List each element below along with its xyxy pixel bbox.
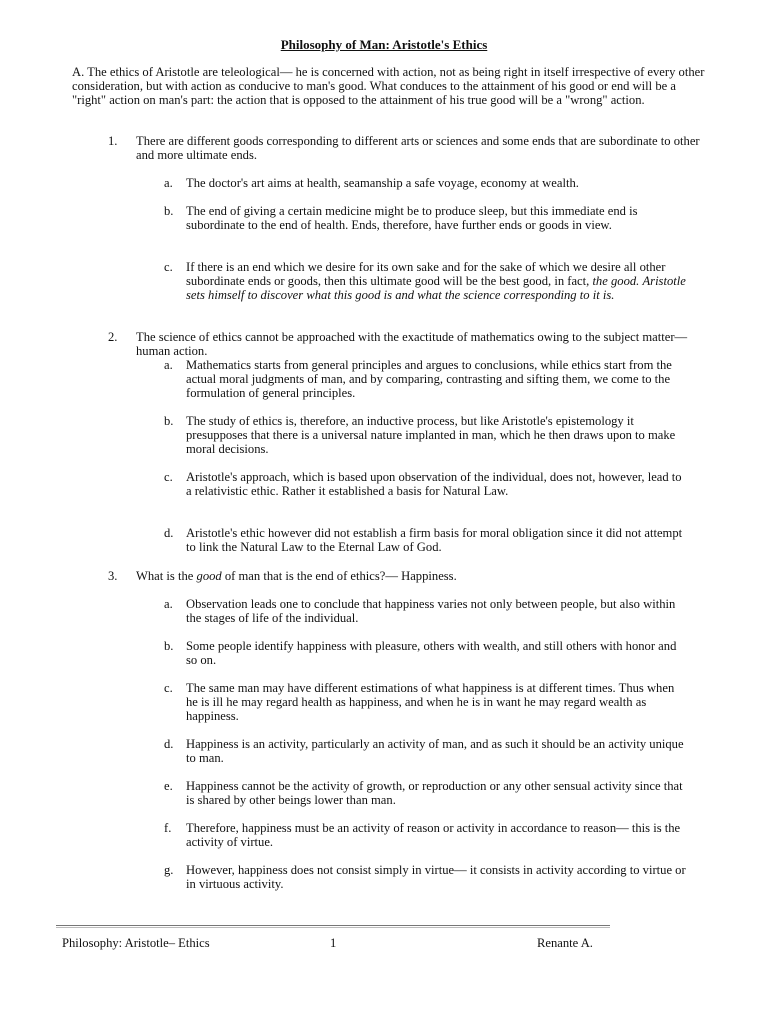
intro-paragraph: A. The ethics of Aristotle are teleological— he is concerned with action, not as being right in itself irrespective of every other consideration, but with action as conducive to man's good. What conduces to the attainment of his good or end will be a "right" action on man's part: the action that is opposed to the attainment of his true good will be a "wrong" action. xyxy=(72,65,705,108)
sub-letter: c. xyxy=(164,260,173,274)
item-text-part: of man that is the end of ethics?— Happiness. xyxy=(221,569,457,583)
sub-text: Mathematics starts from general principles and argues to conclusions, while ethics start from the actual moral judgments of man, and by comparing, contrasting and sifting them, we come to the formulation of general principles. xyxy=(186,358,672,401)
sub-text: Aristotle's approach, which is based upon observation of the individual, does not, however, lead to a relativistic ethic. Rather it established a basis for Natural Law. xyxy=(186,470,682,499)
sub-text-emphasis: Aristotle sets himself to discover what this good is and what the science corresponding to it is. xyxy=(186,274,686,303)
sub-letter: a. xyxy=(164,358,173,372)
sub-text: However, happiness does not consist simply in virtue— it consists in activity according to virtue or in virtuous activity. xyxy=(186,863,686,892)
item-text-part: What is the xyxy=(136,569,197,583)
sub-letter: g. xyxy=(164,863,174,877)
sub-letter: f. xyxy=(164,821,172,835)
sub-letter: c. xyxy=(164,470,173,484)
item-number: 2. xyxy=(108,330,118,344)
sub-letter: a. xyxy=(164,176,173,190)
footer-course: Philosophy: Aristotle– Ethics xyxy=(62,936,210,950)
sub-text xyxy=(186,260,686,303)
sub-letter: d. xyxy=(164,526,174,540)
sub-letter: c. xyxy=(164,681,173,695)
sub-text-part: If there is an end which we desire for its own sake and for the sake of which we desire all other subordinate ends or goods, then this ultimate good will be the best good, in fact, xyxy=(186,260,666,289)
sub-text: Aristotle's ethic however did not establish a firm basis for moral obligation since it did not attempt to link the Natural Law to the Eternal Law of God. xyxy=(186,526,683,555)
item-number: 3. xyxy=(108,569,118,583)
sub-text: The study of ethics is, therefore, an inductive process, but like Aristotle's epistemology it presupposes that there is a universal nature implanted in man, which he then draws upon to make moral decisions. xyxy=(186,414,676,457)
item-text: The science of ethics cannot be approached with the exactitude of mathematics owing to the subject matter— human action. xyxy=(136,330,688,359)
sub-letter: b. xyxy=(164,204,174,218)
sub-text: The doctor's art aims at health, seamanship a safe voyage, economy at wealth. xyxy=(186,176,579,190)
sub-text: Happiness cannot be the activity of growth, or reproduction or any other sensual activity since that is shared by other beings lower than man. xyxy=(186,779,683,808)
sub-text: Some people identify happiness with pleasure, others with wealth, and still others with honor and so on. xyxy=(186,639,677,668)
sub-text: The same man may have different estimations of what happiness is at different times. Thus when he is ill he may regard health as happiness, and when he is in want he may regard wealth as happiness. xyxy=(186,681,675,724)
sub-text: Observation leads one to conclude that happiness varies not only between people, but also within the stages of life of the individual. xyxy=(186,597,676,626)
sub-letter: d. xyxy=(164,737,174,751)
sub-letter: b. xyxy=(164,639,174,653)
footer-divider xyxy=(56,925,610,928)
footer-author: Renante A. xyxy=(537,936,593,950)
sub-letter: a. xyxy=(164,597,173,611)
item-number: 1. xyxy=(108,134,118,148)
sub-letter: e. xyxy=(164,779,173,793)
item-text: There are different goods corresponding to different arts or sciences and some ends that are subordinate to other and more ultimate ends. xyxy=(136,134,700,163)
sub-text: Therefore, happiness must be an activity of reason or activity in accordance to reason— this is the activity of virtue. xyxy=(186,821,681,850)
sub-letter: b. xyxy=(164,414,174,428)
document-title: Philosophy of Man: Aristotle's Ethics xyxy=(280,37,488,52)
sub-text: Happiness is an activity, particularly an activity of man, and as such it should be an activity unique to man. xyxy=(186,737,684,766)
footer-page-number: 1 xyxy=(330,936,337,950)
sub-text-emphasis: the good. xyxy=(592,274,640,289)
sub-text: The end of giving a certain medicine might be to produce sleep, but this immediate end is subordinate to the end of health. Ends, therefore, have further ends or goods in view. xyxy=(186,204,638,233)
item-text xyxy=(136,569,716,583)
item-text-emphasis: good xyxy=(196,569,222,583)
